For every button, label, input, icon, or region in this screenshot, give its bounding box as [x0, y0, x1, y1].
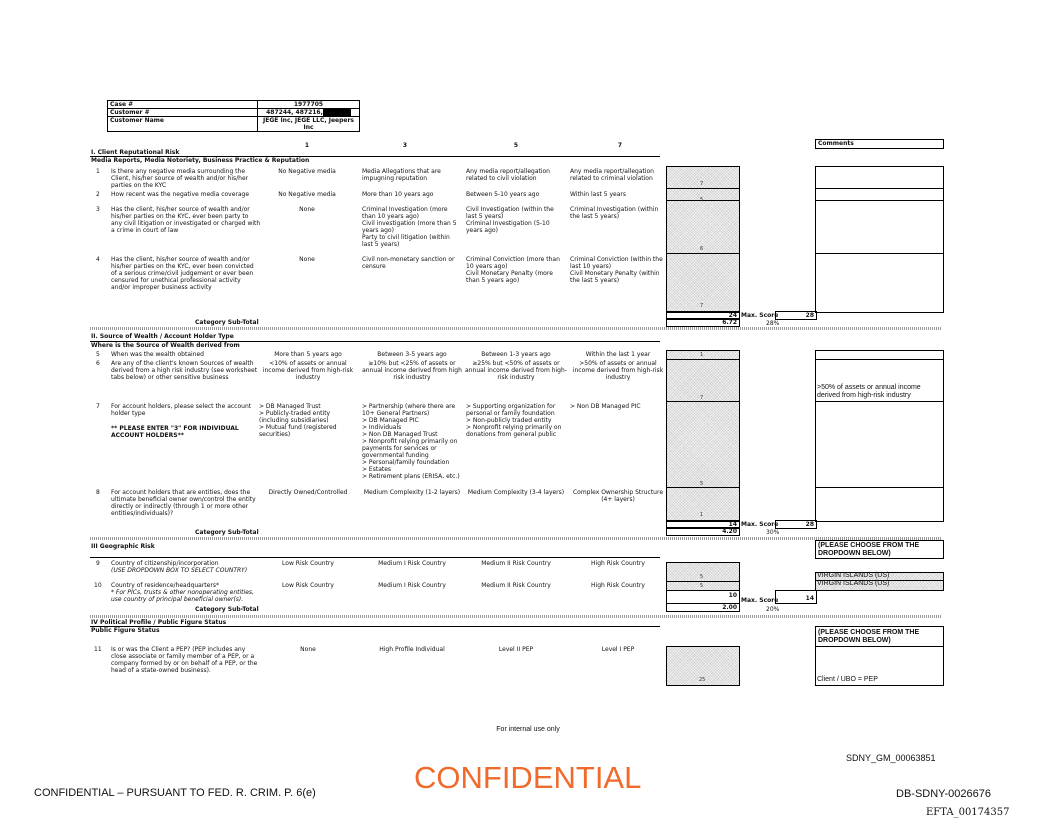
option-score-3: > Partnership (where there are 10+ General Partners) > DB Managed PIC > Individuals > Non DB Managed Trust > Nonprofit relying primarily on payments for services or governmental funding > Personal/family foundation > Estates > Retirement plans (ERISA, etc.) [362, 403, 460, 480]
option-score-7: >50% of assets or annual income derived from high-risk industry [572, 360, 664, 381]
row-num: 1 [96, 168, 100, 175]
case-value: 1977705 [258, 101, 360, 109]
row-note: * For PICs, trusts & other nonoperating entities, use country of principal beneficial owner(s). [111, 589, 254, 603]
option-score-5: ≥25% but <50% of assets or annual income derived from high-risk industry [465, 360, 567, 381]
customer-name-value: JEGE Inc, JEGE LLC, Jeepers Inc [258, 117, 360, 132]
option-score-7: > Non DB Managed PIC [570, 403, 641, 410]
option-score-1: None [300, 646, 316, 653]
country-dropdown[interactable]: VIRGIN ISLANDS (US) [817, 580, 890, 587]
option-score-5: Civil Investigation (within the last 5 years) Criminal Investigation (5-10 years ago) [466, 206, 554, 234]
score-input-column[interactable] [666, 350, 740, 522]
option-score-1: No Negative media [278, 168, 336, 175]
row-num: 3 [96, 206, 100, 213]
row-score-value[interactable]: 5 [700, 583, 704, 589]
weighted-score: 6.72 [722, 319, 737, 326]
option-score-5: Medium II Risk Country [481, 560, 551, 567]
option-score-3: Medium Complexity (1-2 layers) [363, 489, 461, 496]
row-question: Is there any negative media surrounding the Client, his/her source of wealth and/or his/her parties on the KYC [111, 168, 249, 189]
row-question: For account holders, please select the account holder type [111, 403, 252, 417]
option-score-1: Directly Owned/Controlled [268, 489, 348, 496]
section2-subtitle: Where is the Source of Wealth derived from [91, 342, 240, 349]
row-score-value[interactable]: 1 [700, 512, 704, 518]
weighted-score: 4.20 [722, 528, 737, 535]
row-num: 10 [94, 582, 102, 589]
section4-subtitle: Public Figure Status [91, 627, 160, 634]
max-score-cell [775, 520, 817, 529]
subtotal-total-cell [666, 590, 740, 604]
option-score-1: Low Risk Country [282, 560, 334, 567]
score-header-5: 5 [513, 142, 519, 149]
section4-title: IV Political Profile / Public Figure Status [91, 619, 227, 626]
max-score-cell [775, 590, 817, 604]
option-score-3: Between 3-5 years ago [377, 351, 447, 358]
max-score-value: 14 [805, 595, 814, 602]
row-score-value[interactable]: 6 [700, 246, 704, 252]
row-question: Is or was the Client a PEP? (PEP includes any close associate or family member of a PEP, or a company formed by or on behalf of a PEP, or the head of a state-owned business). [111, 646, 258, 674]
section3-title: III Geographic Risk [91, 543, 155, 550]
option-score-7: Level I PEP [601, 646, 635, 653]
option-score-5: Between 1-3 years ago [481, 351, 551, 358]
option-score-1: <10% of assets or annual income derived from high-risk industry [262, 360, 354, 381]
max-score-value: 28 [805, 312, 814, 319]
option-score-3: Medium I Risk Country [378, 582, 446, 589]
dropdown-header-text: (PLEASE CHOOSE FROM THE DROPDOWN BELOW) [818, 629, 920, 644]
confidential-stamp: CONFIDENTIAL [414, 760, 642, 795]
option-score-5: Any media report/allegation related to civil violation [466, 168, 550, 182]
row-num: 11 [94, 646, 102, 653]
max-score-cell [775, 311, 817, 320]
option-score-5: Level II PEP [498, 646, 534, 653]
option-score-5: > Supporting organization for personal or family foundation > Non-publicly traded entity > Nonprofit relying primarily on donations from general public [466, 403, 562, 438]
row-score-value[interactable]: 5 [700, 481, 704, 487]
comments-label: Comments [818, 140, 854, 147]
section1-subtitle: Media Reports, Media Notoriety, Business Practice & Reputation [91, 157, 310, 164]
dropdown-header [815, 626, 944, 648]
option-score-3: Civil non-monetary sanction or censure [362, 256, 455, 270]
row-num: 7 [96, 403, 100, 410]
option-score-5: Medium Complexity (3-4 layers) [467, 489, 565, 496]
option-score-7: High Risk Country [591, 560, 645, 567]
max-score-label: Max. Score [741, 312, 779, 319]
customer-label: Customer # [108, 109, 258, 117]
row-question: When was the wealth obtained [111, 351, 204, 358]
subtotal-total: 24 [728, 312, 737, 319]
db-number: DB-SDNY-0026676 [896, 788, 991, 800]
row-question: Country of citizenship/incorporation [111, 560, 219, 567]
row-question: For account holders that are entities, does the ultimate beneficial owner own/control the entity directly or indirectly (through 1 or more other entities/individuals)? [111, 489, 256, 517]
option-score-7: Any media report/allegation related to criminal violation [570, 168, 654, 182]
row-question: Country of residence/headquarters* [111, 582, 219, 589]
case-info-table [107, 100, 360, 132]
row-num: 6 [96, 360, 100, 367]
score-header-1: 1 [304, 142, 310, 149]
internal-use-note: For internal use only [496, 726, 560, 733]
efta-number: EFTA_00174357 [926, 807, 1010, 818]
option-score-1: > DB Managed Trust > Publicly-traded entity (including subsidiaries) > Mutual fund (registered securities) [259, 403, 337, 438]
weight-percent: 20% [766, 606, 780, 613]
pep-comment[interactable]: Client / UBO = PEP [817, 676, 878, 683]
weight-percent: 28% [766, 320, 780, 327]
row-score-value[interactable]: 5 [700, 574, 704, 580]
row-num: 5 [96, 351, 100, 358]
row-question: How recent was the negative media coverage [111, 191, 250, 198]
dropdown-header-text: (PLEASE CHOOSE FROM THE DROPDOWN BELOW) [818, 542, 920, 557]
subtotal-total: 14 [728, 521, 737, 528]
dropdown-header [815, 540, 944, 559]
option-score-7: High Risk Country [591, 582, 645, 589]
customer-value: 487244, 487216, [266, 109, 323, 116]
option-score-3: Media Allegations that are impugning reputation [362, 168, 441, 182]
option-score-5: Criminal Conviction (more than 10 years ago) Civil Monetary Penalty (more than 5 years ago) [466, 256, 560, 284]
max-score-label: Max. Score [741, 597, 779, 604]
bates-number: SDNY_GM_00063851 [846, 753, 936, 763]
row-num: 4 [96, 256, 100, 263]
row-num: 8 [96, 489, 100, 496]
row-question: Are any of the client's known Sources of wealth derived from a high risk industry (see worksheet tabs below) or other sensitive business [111, 360, 258, 381]
option-score-7: Criminal Investigation (within the last 5 years) [570, 206, 659, 220]
row-score-value[interactable]: 25 [699, 677, 706, 683]
comment-row6[interactable]: >50% of assets or annual income derived from high-risk industry [817, 384, 921, 399]
weighted-score-cell [666, 527, 740, 536]
score-header-7: 7 [617, 142, 623, 149]
weight-percent: 30% [766, 529, 780, 536]
section1-title: I. Client Reputational Risk [91, 149, 180, 156]
option-score-3: Medium I Risk Country [378, 560, 446, 567]
row-question: Has the client, his/her source of wealth and/or his/her parties on the KYC, ever been party to any civil litigation or investigated or charged with a crime in court of law [111, 206, 261, 234]
option-score-7: Criminal Conviction (within the last 10 years) Civil Monetary Penalty (within the last 5 years) [570, 256, 663, 284]
max-score-label: Max. Score [741, 521, 779, 528]
country-dropdown[interactable]: VIRGIN ISLANDS (US) [817, 572, 890, 579]
option-score-1: None [299, 256, 315, 263]
row-score-value[interactable]: 5 [700, 197, 704, 203]
option-score-5: Between 5-10 years ago [466, 191, 540, 198]
subtotal-label: Category Sub-Total [195, 319, 259, 326]
redaction-bar [323, 109, 351, 116]
row-question: Has the client, his/her source of wealth and/or his/her parties on the KYC, ever been convicted of a serious crime/civil judgement or ever been censured for unethical professional activity and/or improper business activity [111, 256, 254, 291]
name-label: Customer Name [108, 117, 258, 132]
row-score-value[interactable]: 7 [700, 303, 704, 309]
weighted-score: 2.00 [722, 604, 737, 611]
option-score-7: Within the last 1 year [585, 351, 651, 358]
case-label: Case # [108, 101, 258, 109]
option-score-3: Criminal Investigation (more than 10 years ago) Civil investigation (more than 5 years ago) Party to civil litigation (within last 5 years) [362, 206, 457, 248]
row-note: ** PLEASE ENTER "3" FOR INDIVIDUAL ACCOUNT HOLDERS** [111, 425, 239, 439]
row-num: 9 [96, 560, 100, 567]
option-score-7: Complex Ownership Structure (4+ layers) [572, 489, 664, 503]
subtotal-label: Category Sub-Total [195, 606, 259, 613]
row-score-value[interactable]: 7 [700, 395, 704, 401]
section2-title: II. Source of Wealth / Account Holder Type [91, 333, 234, 340]
option-score-5: Medium II Risk Country [481, 582, 551, 589]
row-score-value[interactable]: 7 [700, 181, 704, 187]
score-header-3: 3 [402, 142, 408, 149]
weighted-score-cell [666, 318, 740, 327]
option-score-7: Within last 5 years [570, 191, 626, 198]
option-score-3: High Profile Individual [379, 646, 445, 653]
max-score-value: 28 [805, 521, 814, 528]
subtotal-label: Category Sub-Total [195, 529, 259, 536]
option-score-1: More than 5 years ago [274, 351, 342, 358]
weighted-score-cell [666, 603, 740, 612]
comments-column[interactable] [815, 350, 944, 522]
option-score-1: No Negative media [278, 191, 336, 198]
option-score-1: Low Risk Country [282, 582, 334, 589]
option-score-1: None [299, 206, 315, 213]
row-score-value[interactable]: 1 [700, 352, 704, 358]
comments-header [815, 139, 944, 149]
option-score-3: More than 10 years ago [362, 191, 434, 198]
subtotal-total: 10 [728, 592, 737, 599]
row-num: 2 [96, 191, 100, 198]
confidential-notice: CONFIDENTIAL – PURSUANT TO FED. R. CRIM. P. 6(e) [34, 787, 316, 799]
customer-cell [258, 109, 360, 117]
row-note: (USE DROPDOWN BOX TO SELECT COUNTRY) [111, 567, 248, 574]
option-score-3: ≥10% but <25% of assets or annual income derived from high risk industry [362, 360, 462, 381]
